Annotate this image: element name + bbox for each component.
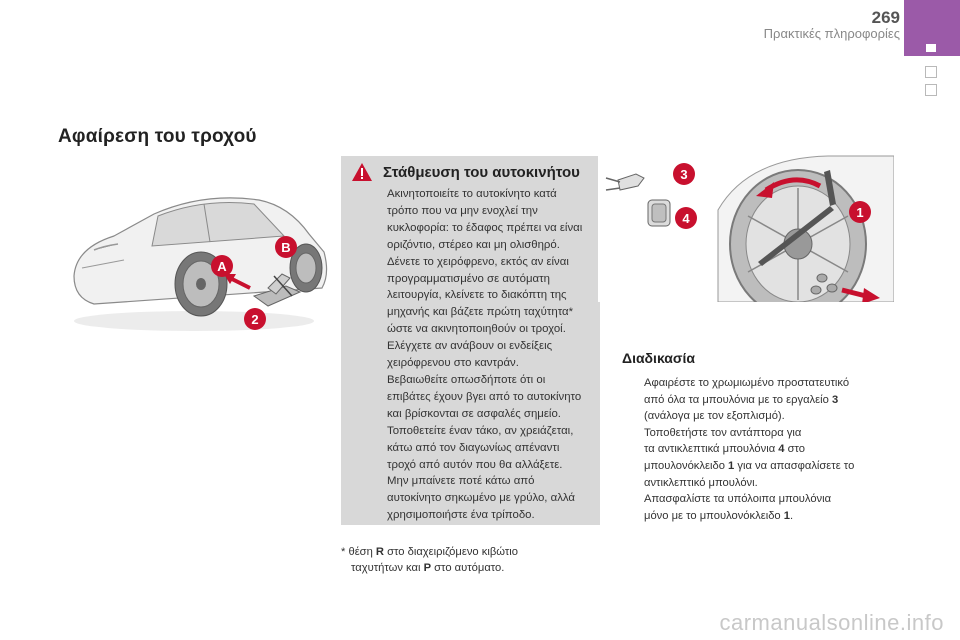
callout-1-label: 1: [856, 205, 864, 220]
footnote-bold: R: [375, 546, 385, 558]
tab-square-2[interactable]: [925, 84, 937, 96]
footnote-star: *: [341, 546, 346, 558]
footnote-text: στο διαχειριζόμενο κιβώτιο: [384, 546, 518, 558]
wheel-tools-illustration: [598, 152, 894, 302]
warning-line: Τοποθετείτε έναν τάκο, αν χρειάζεται,: [387, 424, 574, 437]
step-line: [644, 491, 892, 508]
callout-a-label: A: [217, 259, 227, 274]
warning-line: κυκλοφορία: το έδαφος πρέπει να είναι: [387, 221, 583, 234]
step-text: μόνο με το μπουλονόκλειδο: [644, 509, 784, 522]
callout-3-label: 3: [680, 167, 688, 182]
section-tab[interactable]: [904, 0, 960, 56]
warning-line: προγραμματισμένο σε αυτόματη: [387, 272, 550, 285]
callout-2-label: 2: [251, 312, 259, 327]
step-line: [644, 375, 892, 392]
warning-box: [341, 156, 600, 525]
tab-marker: [926, 44, 936, 52]
car-jack-illustration: [54, 156, 338, 346]
warning-line: επιβάτες έχουν βγει από το αυτοκίνητο: [387, 390, 582, 403]
step-text: Αφαιρέστε το χρωμιωμένο προστατευτικό: [644, 377, 850, 389]
procedure-step: [622, 425, 892, 491]
step-ref: 1: [728, 459, 735, 472]
warning-line: μηχανής και βάζετε πρώτη ταχύτητα*: [387, 306, 574, 319]
step-text: (ανάλογα με τον εξοπλισμό).: [644, 410, 785, 423]
warning-line: Βεβαιωθείτε οπωσδήποτε ότι οι: [387, 373, 546, 386]
warning-line: ώστε να ακινητοποιηθούν οι τροχοί.: [387, 323, 566, 336]
footnote-text: ταχυτήτων και: [351, 562, 424, 574]
procedure-step: [622, 491, 892, 524]
step-line: [644, 408, 892, 425]
step-text: για να απασφαλίσετε το: [734, 459, 855, 472]
warning-icon: [351, 162, 373, 182]
step-ref: 3: [831, 393, 839, 406]
step-text: τα αντικλεπτικά μπουλόνια: [644, 443, 779, 456]
step-line: [644, 441, 892, 458]
page-title: Αφαίρεση του τροχού: [58, 126, 257, 147]
warning-line: τροχό από αυτόν που θα αλλάξετε.: [387, 458, 563, 471]
watermark: carmanualsonline.info: [719, 610, 944, 635]
procedure-list: [622, 375, 892, 524]
warning-line: κάτω από τον διαγωνίως απέναντι: [387, 441, 560, 454]
step-text: στο: [784, 443, 806, 456]
warning-line: οριζόντιο, στέρεο και μη ολισθηρό.: [387, 238, 560, 251]
warning-line: Ελέγχετε αν ανάβουν οι ενδείξεις: [387, 340, 553, 353]
procedure-title: Διαδικασία: [622, 350, 695, 366]
step-line: [644, 425, 892, 442]
warning-text: [387, 186, 595, 524]
warning-line: λειτουργία, κλείνετε το διακόπτη της: [387, 289, 567, 302]
step-ref: 1: [783, 509, 790, 522]
tab-square-1[interactable]: [925, 66, 937, 78]
footnote: [341, 544, 601, 576]
step-text: μπουλονόκλειδο: [644, 459, 729, 472]
step-line: [644, 508, 892, 525]
step-text: Τοποθετήστε τον αντάπτορα για: [644, 426, 802, 439]
warning-line: Μην μπαίνετε ποτέ κάτω από: [387, 475, 535, 488]
footnote-text: θέση: [348, 546, 376, 558]
page-number: 269: [871, 8, 900, 27]
warning-line: Δένετε το χειρόφρενο, εκτός αν είναι: [387, 255, 569, 268]
step-line: [644, 475, 892, 492]
callout-b-label: B: [281, 240, 291, 255]
step-text: από όλα τα μπουλόνια με το εργαλείο: [644, 393, 832, 406]
warning-line: χρησιμοποιήστε ένα τρίποδο.: [387, 509, 535, 522]
step-text: Απασφαλίστε τα υπόλοιπα μπουλόνια: [644, 493, 832, 506]
step-line: [644, 458, 892, 475]
step-ref: 4: [778, 443, 785, 456]
step-text: .: [790, 509, 794, 522]
procedure-step: [622, 375, 892, 425]
footnote-text: στο αυτόματο.: [431, 562, 505, 574]
footnote-bold: P: [423, 562, 432, 574]
warning-line: και βρίσκονται σε ασφαλές σημείο.: [387, 407, 561, 420]
callout-4-label: 4: [682, 211, 690, 226]
section-name: Πρακτικές πληροφορίες: [763, 26, 900, 41]
step-text: αντικλεπτικό μπουλόνι.: [644, 476, 758, 489]
footnote-line-2: [341, 560, 601, 576]
warning-line: χειρόφρενου στο καντράν.: [387, 357, 519, 370]
warning-line: αυτοκίνητο σηκωμένο με γρύλο, αλλά: [387, 492, 576, 505]
warning-line: Ακινητοποιείτε το αυτοκίνητο κατά: [387, 188, 557, 200]
warning-title: Στάθμευση του αυτοκινήτου: [383, 164, 580, 181]
step-line: [644, 392, 892, 409]
warning-line: τρόπο που να μην ενοχλεί την: [387, 204, 538, 217]
